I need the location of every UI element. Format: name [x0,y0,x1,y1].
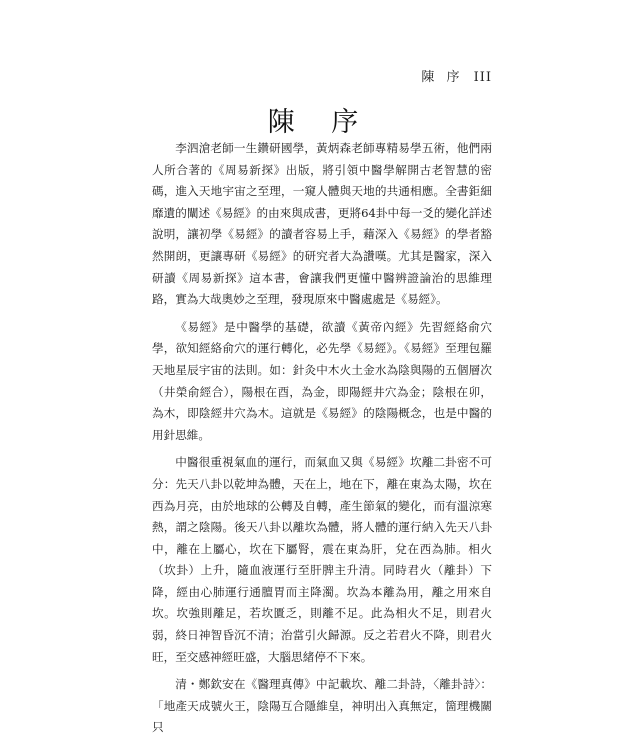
paragraph-1: 李泗滄老師一生鑽研國學，黃炳森老師專精易學五術，他們兩人所合著的《周易新探》出版，將引領中醫學解開古老智慧的密碼，進入天地宇宙之至理，一窺人體與天地的共通相應。全書鉅細靡遺的闡述《易經》的由來與成書，更將64卦中每一爻的變化詳述說明，讓初學《易經》的讀者容易上手，藉深入《易經》的學者豁然開朗，更讓專研《易經》的研究者大為讚嘆。尤其是醫家，深入研讀《周易新探》這本書，會讓我們更懂中醫辨證論治的思維理路，實為大哉奧妙之至理，發現原來中醫處處是《易經》。 [152,141,492,307]
paragraph-2: 《易經》是中醫學的基礎，欲讀《黃帝內經》先習經絡俞穴學，欲知經絡俞穴的運行轉化，必先學《易經》。《易經》至理包羅天地星辰宇宙的法則。如：針灸中木火土金水為陰與陽的五個層次（井榮俞經合），陽根在酉，為金，即陽經井穴為金；陰根在卯，為木，即陰經井穴為木。這就是《易經》的陰陽概念，也是中醫的用針思維。 [152,319,492,442]
running-title: 陳 序 [421,70,464,85]
paragraph-4: 清・鄭欽安在《醫理真傳》中記載坎、離二卦詩，〈離卦詩〉：「地產天成號火王，陰陽互合隱維皇，神明出入真無定，箇理機關只 [152,677,492,735]
paragraph-3: 中醫很重視氣血的運行，而氣血又與《易經》坎離二卦密不可分：先天八卦以乾坤為體，天在上，地在下，離在東為太陽，坎在西為月亮，由於地球的公轉及自轉，產生節氣的變化，而有溫涼寒熱，謂之陰陽。後天八卦以離坎為體，將人體的運行納入先天八卦中，離在上屬心，坎在下屬腎，震在東為肝，兌在西為肺。相火（坎卦）上升，隨血液運行至肝脾主升清。同時君火（離卦）下降，經由心肺運行通膻胃而主降濁。坎為本離為用，離之用來自坎。坎強則離足，若坎匱乏，則離不足。此為相火不足，則君火弱，終日神智昏沉不清；治當引火歸源。反之若君火不降，則君火旺，至交感神經旺盛，大腦思緒停不下來。 [152,455,492,664]
preface-title: 陳 序 [267,107,373,138]
page-number: III [473,70,492,85]
running-header [421,66,492,85]
preface-body [152,138,492,739]
